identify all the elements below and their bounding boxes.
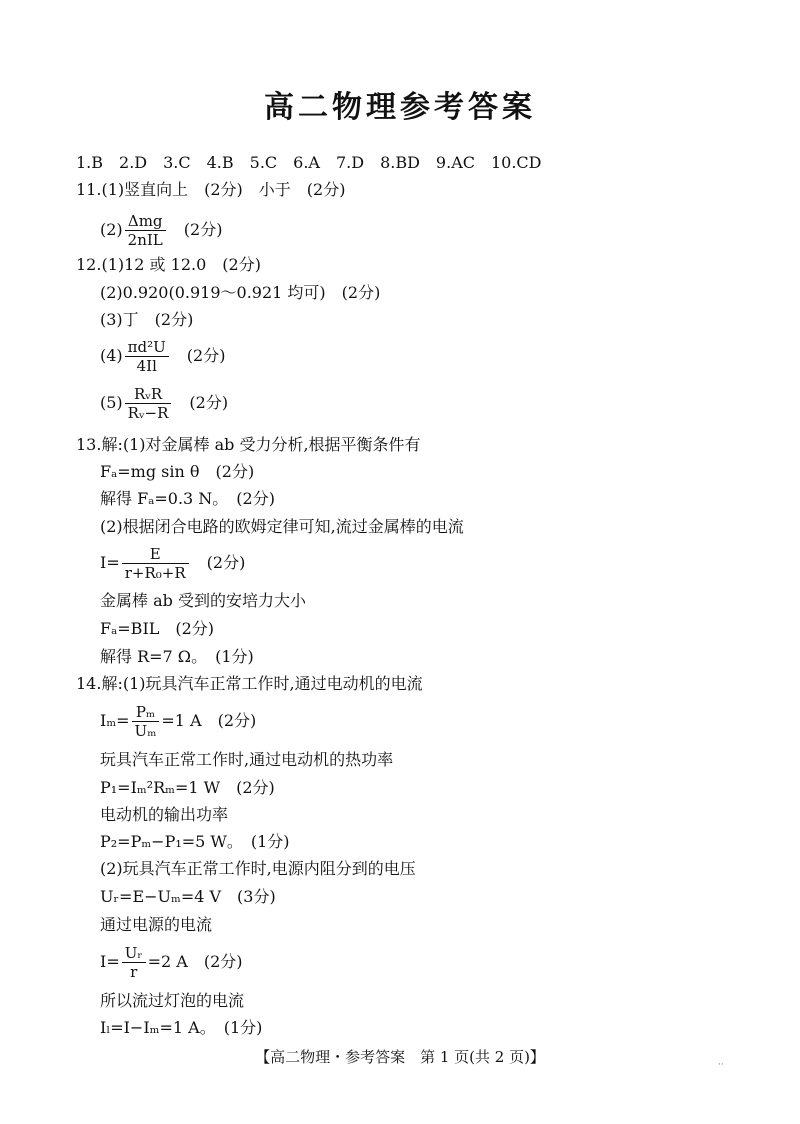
q14-im-fraction [132, 703, 160, 740]
page-footer: 【高二物理・参考答案 第 1 页(共 2 页)】 [255, 1048, 545, 1066]
q14-line9: 通过电源的电流 [100, 915, 213, 934]
q13-line1: 13.解:(1)对金属棒 ab 受力分析,根据平衡条件有 [76, 435, 421, 454]
q13-line3: 解得 Fₐ=0.3 N。 (2分) [100, 489, 275, 508]
q14-line7: (2)玩具汽车正常工作时,电源内阻分到的电压 [100, 859, 416, 878]
q14-line11: 所以流过灯泡的电流 [100, 991, 245, 1010]
q14-line12: Iₗ=I−Iₘ=1 A。 (1分) [100, 1018, 263, 1037]
q13-formula-score: (2分) [190, 553, 246, 572]
q14-im-prefix: Iₘ= [100, 711, 130, 730]
q13-line4: (2)根据闭合电路的欧姆定律可知,流过金属棒的电流 [100, 517, 464, 536]
q11-numerator: Δmg [125, 212, 166, 231]
q14-line5: 电动机的输出功率 [100, 805, 229, 824]
q12-part5-numerator: RᵥR [125, 385, 172, 404]
q12-part2: (2)0.920(0.919～0.921 均可) (2分) [100, 283, 381, 302]
q11-fraction [125, 212, 166, 249]
q14-line8: Uᵣ=E−Uₘ=4 V (3分) [100, 887, 276, 906]
q12-part5-prefix: (5) [100, 393, 123, 412]
corner-mark: ·· [718, 1060, 724, 1070]
q14-line4: P₁=Iₘ²Rₘ=1 W (2分) [100, 778, 275, 797]
q12-part4-numerator: πd²U [125, 338, 169, 357]
q11-part1: 11.(1)竖直向上 (2分) 小于 (2分) [76, 180, 346, 199]
q14-i-fraction [122, 944, 146, 981]
q14-motor-current-formula [100, 703, 256, 740]
q13-numerator: E [122, 545, 189, 564]
page-title: 高二物理参考答案 [264, 90, 536, 125]
q13-fraction [122, 545, 189, 582]
q11-denominator: 2nIL [127, 231, 163, 249]
choice-answers: 1.B 2.D 3.C 4.B 5.C 6.A 7.D 8.BD 9.AC 10.CD [76, 153, 542, 172]
q13-line6: 金属棒 ab 受到的安培力大小 [100, 591, 306, 610]
q12-part5-denominator: Rᵥ−R [127, 404, 169, 422]
q12-part4-denominator: 4Il [136, 357, 157, 375]
q14-line3: 玩具汽车正常工作时,通过电动机的热功率 [100, 750, 394, 769]
q11-part2 [100, 212, 222, 249]
q14-i-prefix: I= [100, 952, 120, 971]
q12-part4-score: (2分) [170, 346, 226, 365]
q13-current-formula [100, 545, 245, 582]
q12-part4 [100, 338, 225, 375]
q13-line2: Fₐ=mg sin θ (2分) [100, 462, 255, 481]
q13-denominator: r+R₀+R [124, 564, 186, 582]
q12-part1: 12.(1)12 或 12.0 (2分) [76, 255, 261, 274]
q11-part2-score: (2分) [167, 220, 223, 239]
q14-source-current-formula [100, 944, 243, 981]
q13-formula-prefix: I= [100, 553, 120, 572]
q12-part4-fraction [125, 338, 169, 375]
q13-line7: Fₐ=BIL (2分) [100, 619, 215, 638]
q14-i-numerator: Uᵣ [122, 944, 146, 963]
q14-i-denominator: r [130, 963, 138, 981]
q12-part5 [100, 385, 228, 422]
q14-im-score: =1 A (2分) [161, 711, 257, 730]
q12-part4-prefix: (4) [100, 346, 123, 365]
q13-line8: 解得 R=7 Ω。 (1分) [100, 647, 254, 666]
q14-line1: 14.解:(1)玩具汽车正常工作时,通过电动机的电流 [76, 674, 423, 693]
q14-im-denominator: Uₘ [134, 722, 157, 740]
q11-part2-prefix: (2) [100, 220, 123, 239]
q12-part3: (3)丁 (2分) [100, 310, 194, 329]
q14-i-score: =2 A (2分) [147, 952, 243, 971]
q12-part5-score: (2分) [173, 393, 229, 412]
q12-part5-fraction [125, 385, 172, 422]
q14-im-numerator: Pₘ [132, 703, 160, 722]
q14-line6: P₂=Pₘ−P₁=5 W。 (1分) [100, 832, 290, 851]
